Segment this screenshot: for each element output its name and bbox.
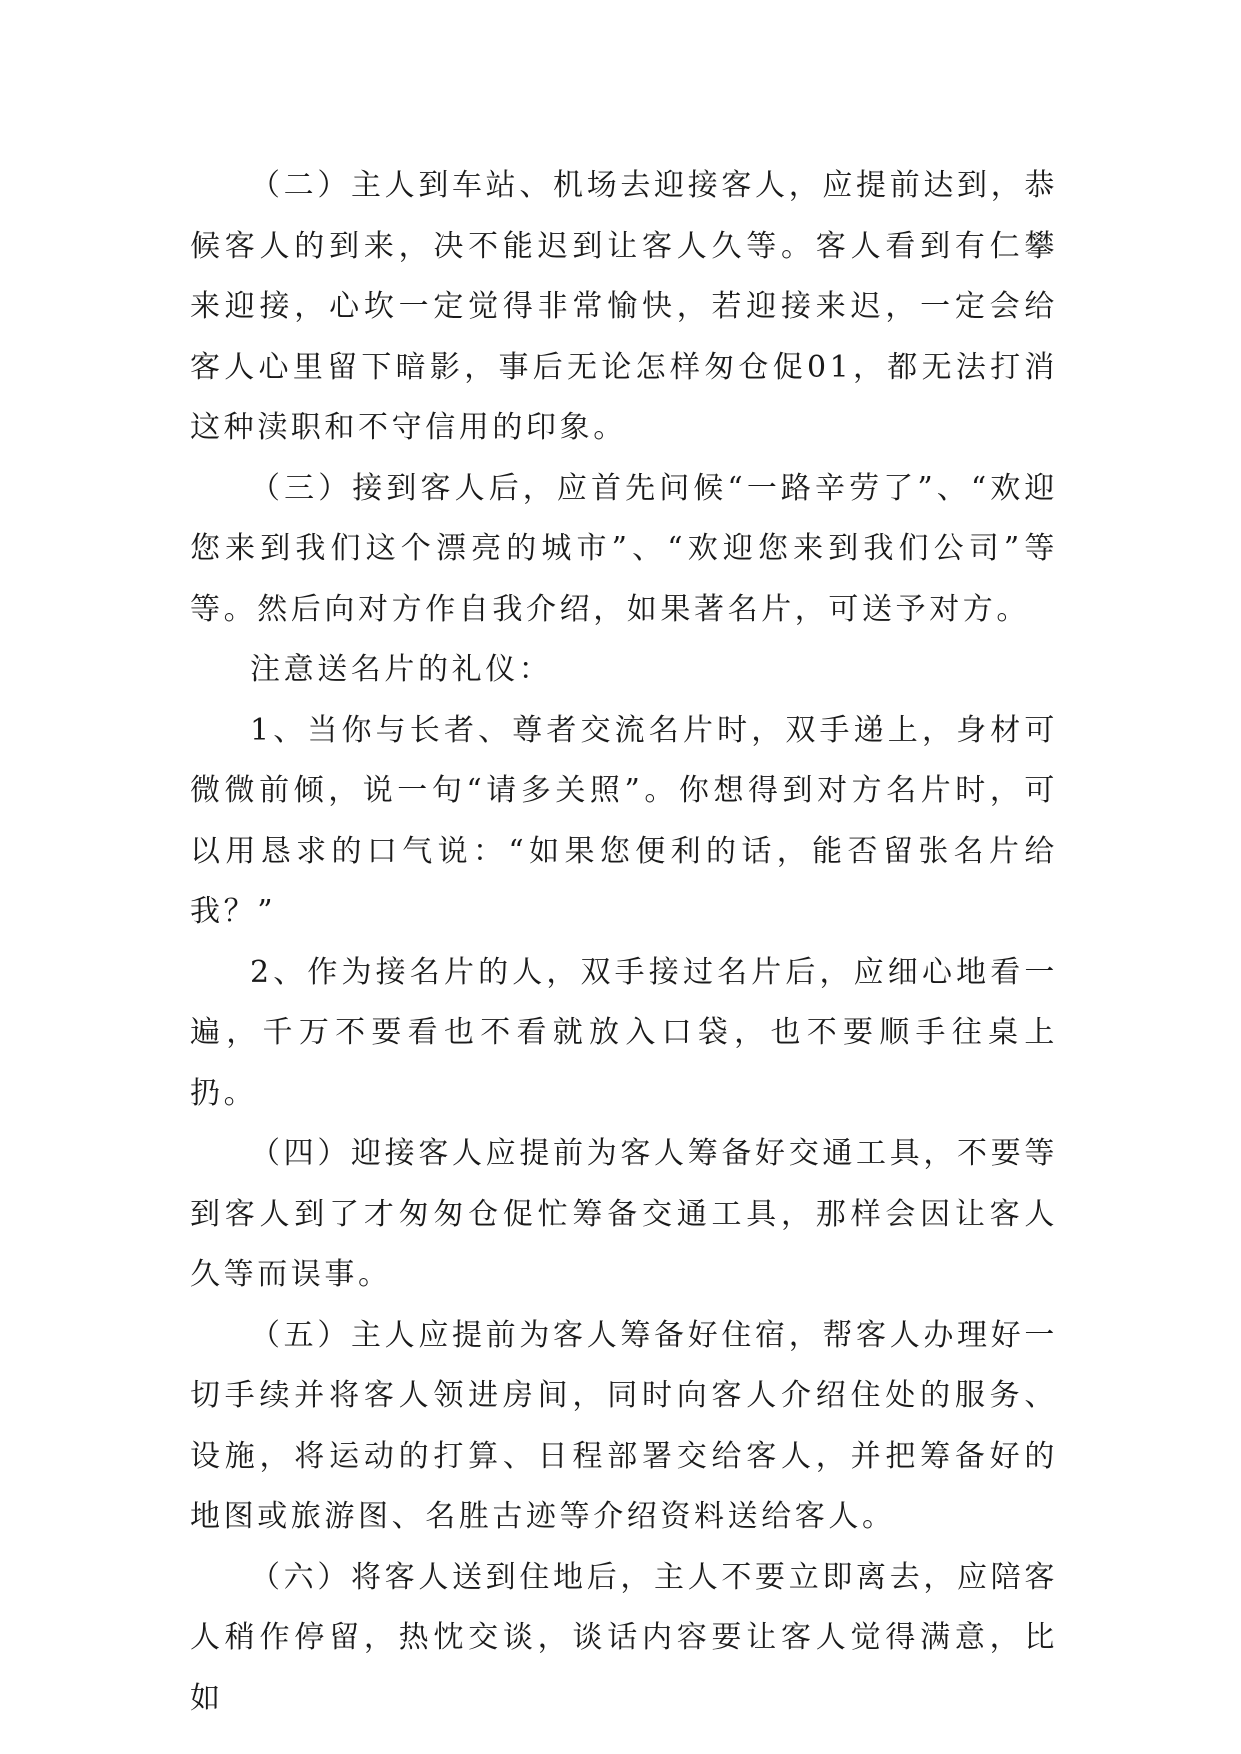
paragraph-4: （四）迎接客人应提前为客人筹备好交通工具，不要等到客人到了才匆匆仓促忙筹备交通工具，那样会因让客人久等而误事。 [190,1136,1058,1292]
document-body [190,156,1058,1729]
paragraph-2: （二）主人到车站、机场去迎接客人，应提前达到，恭候客人的到来，决不能迟到让客人久等。客人看到有仁攀来迎接，心坎一定觉得非常愉快，若迎接来迟，一定会给客人心里留下暗影，事后无论怎样匆仓促01，都无法打消这种渎职和不守信用的印象。 [190,168,1058,445]
paragraph-6: （六）将客人送到住地后，主人不要立即离去，应陪客人稍作停留，热忱交谈，谈话内容要让客人觉得满意，比如 [190,1559,1058,1716]
paragraph-5: （五）主人应提前为客人筹备好住宿，帮客人办理好一切手续并将客人领进房间，同时向客人介绍住处的服务、设施，将运动的打算、日程部署交给客人，并把筹备好的地图或旅游图、名胜古迹等介绍资料送给客人。 [190,1317,1058,1534]
card-etiquette-item-1: 1、当你与长者、尊者交流名片时，双手递上，身材可微微前倾，说一句“请多关照”。你想得到对方名片时，可以用恳求的口气说：“如果您便利的话，能否留张名片给我？” [190,712,1058,929]
paragraph-3: （三）接到客人后，应首先问候“一路辛劳了”、“欢迎您来到我们这个漂亮的城市”、“欢迎您来到我们公司”等等。然后向对方作自我介绍，如果著名片，可送予对方。 [190,470,1058,627]
business-card-etiquette-heading: 注意送名片的礼仪： [250,652,553,687]
card-etiquette-item-2: 2、作为接名片的人，双手接过名片后，应细心地看一遍，千万不要看也不看就放入口袋，也不要顺手往桌上扔。 [190,954,1058,1111]
